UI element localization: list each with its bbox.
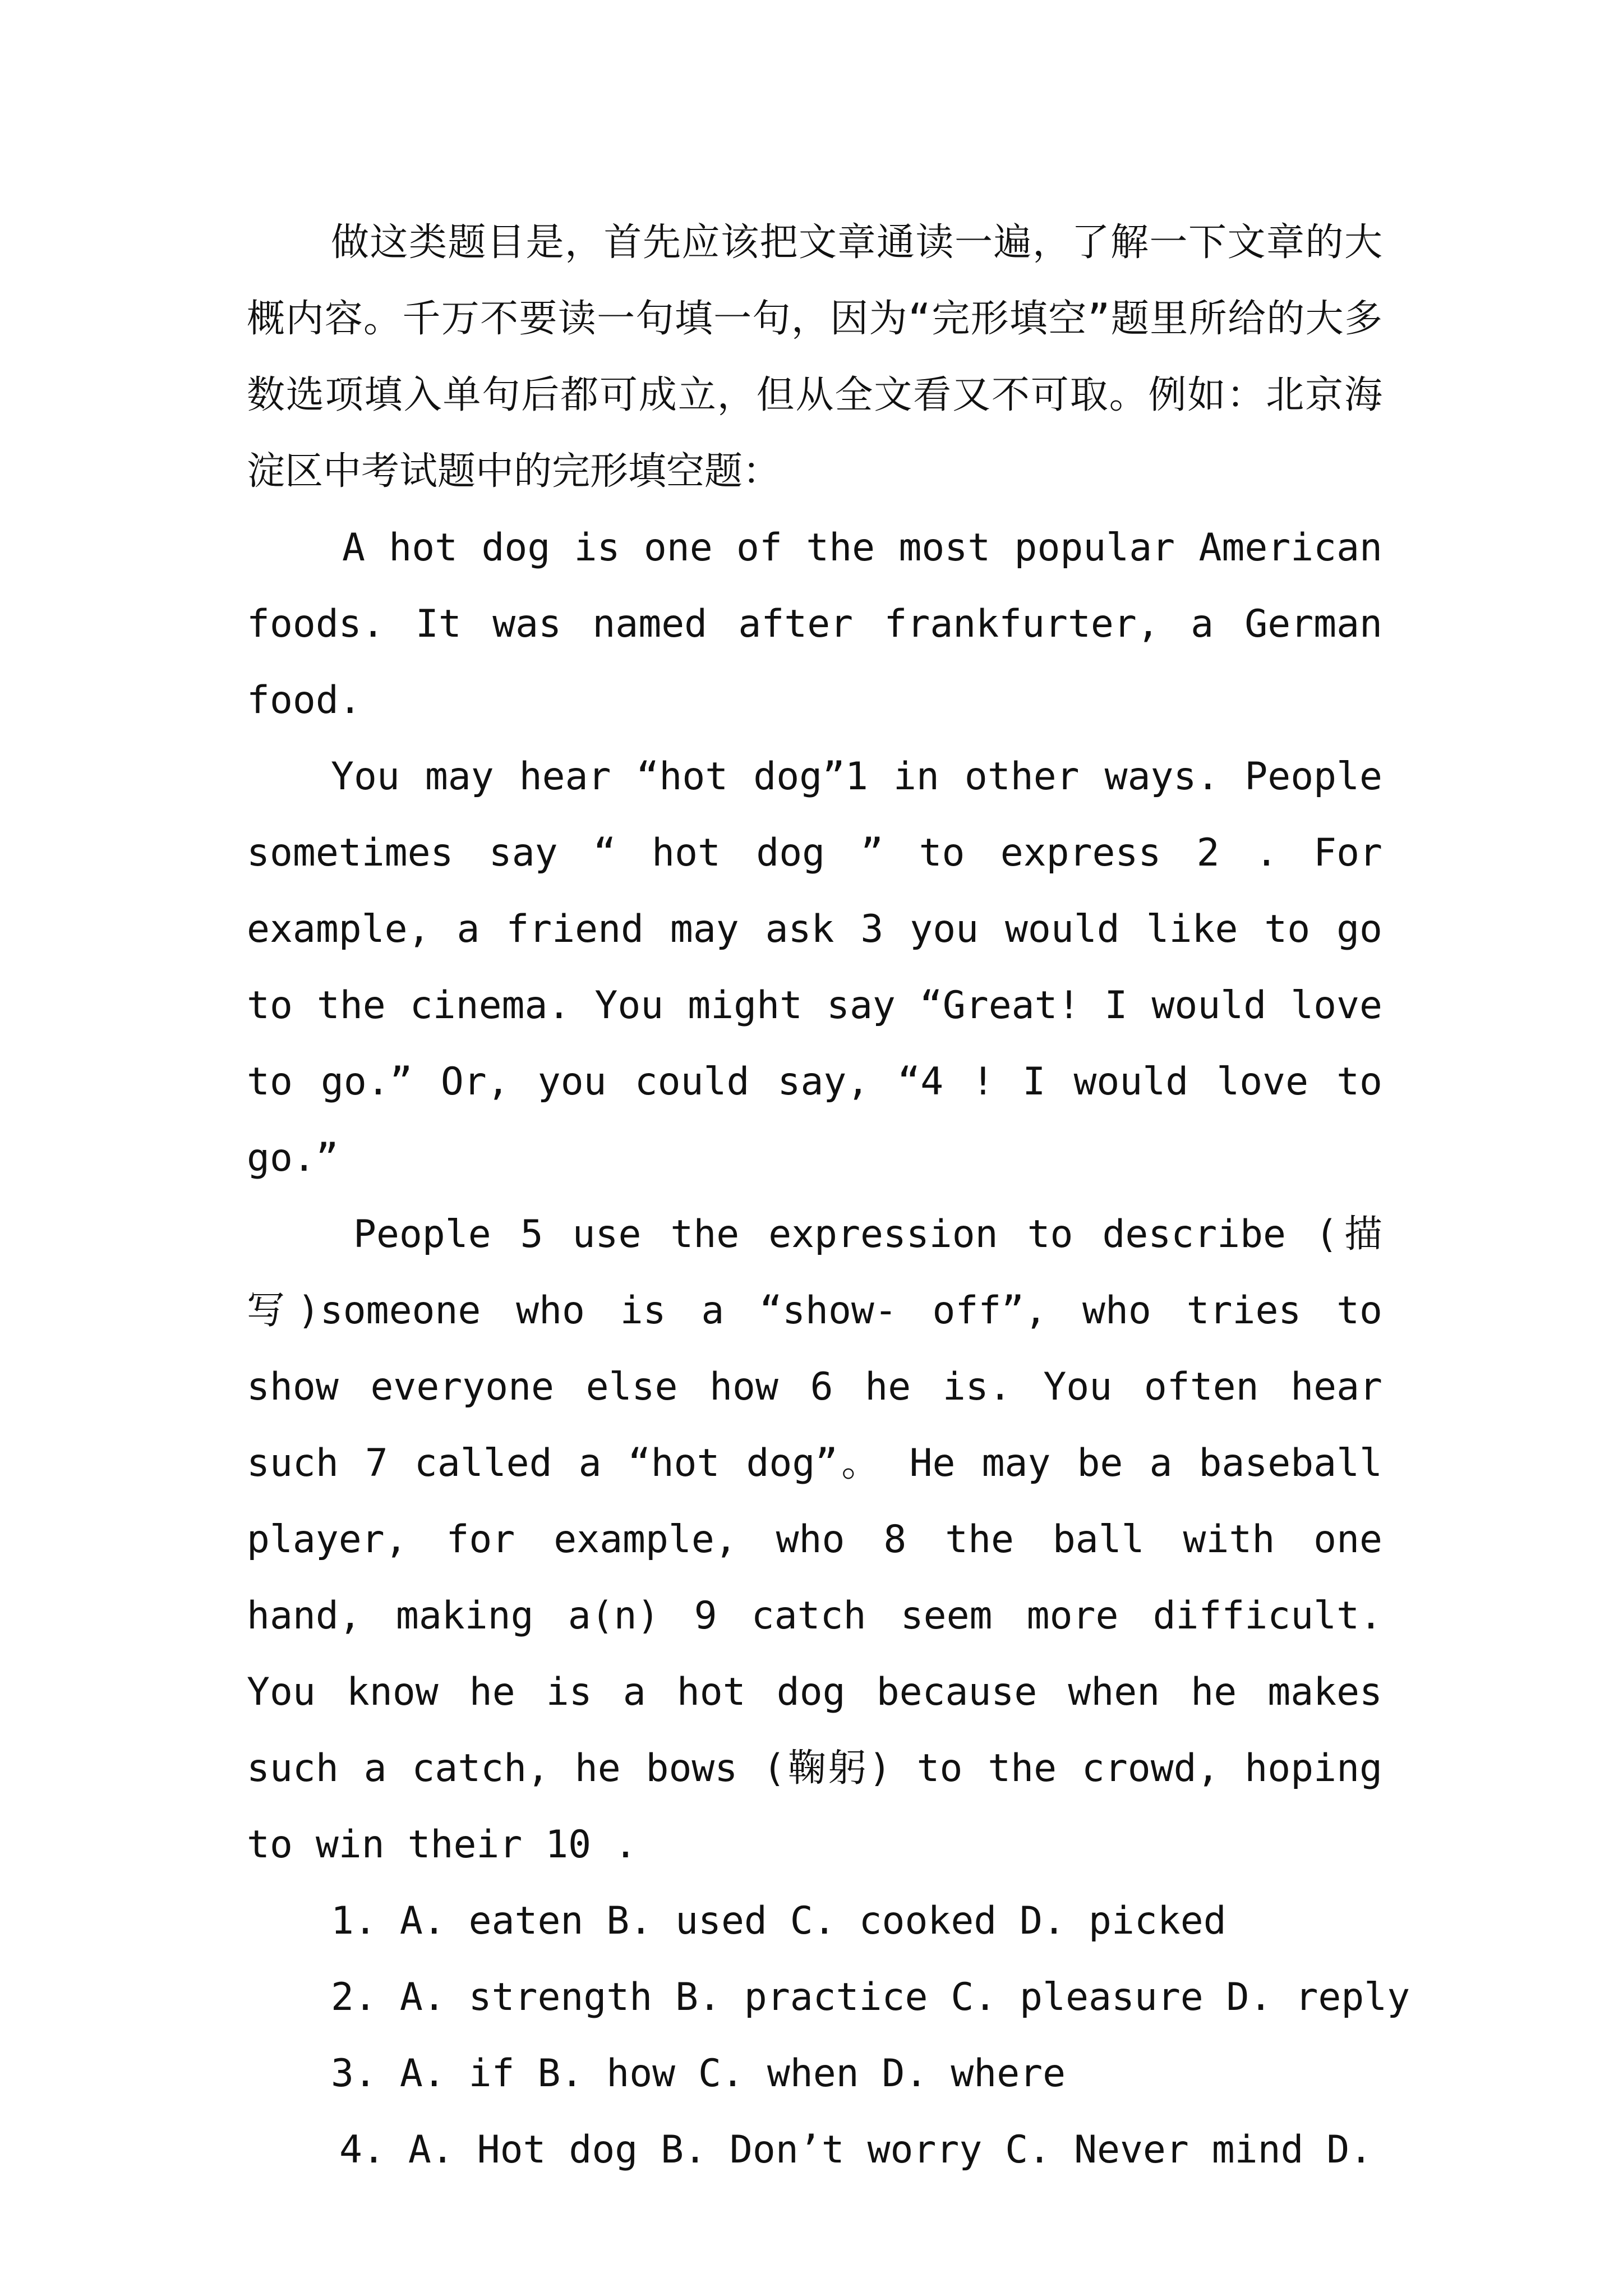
option-line-4: 4. A. Hot dog B. Don’t worry C. Never mind D. [339, 2128, 1373, 2172]
option-line-2: 2. A. strength B. practice C. pleasure D. reply [331, 1975, 1410, 2019]
option-line-3: 3. A. if B. how C. when D. where [331, 2051, 1066, 2096]
document-body [247, 205, 1410, 2188]
passage-paragraph-1: A hot dog is one of the most popular American foods. It was named after frankfurter, a German food. [247, 526, 1382, 723]
passage-paragraph-2: You may hear “hot dog”1 in other ways. People sometimes say “ hot dog ” to express 2 . For example, a friend may ask 3 you would like to go to the cinema. You might say “Great! I would love to go.” Or, you could say, “4 ! I would love to go.” [247, 754, 1382, 1180]
option-line-1: 1. A. eaten B. used C. cooked D. picked [331, 1899, 1227, 1943]
passage-paragraph-3: People 5 use the expression to describe (描写)someone who is a “show- off”, who tries to show everyone else how 6 he is. You often hear such 7 called a “hot dog”。 He may be a baseball player, for example, who 8 the ball with one hand, making a(n) 9 catch seem more difficult. You know he is a hot dog because when he makes such a catch, he bows (鞠躬) to the crowd, hoping to win their 10 . [247, 1212, 1382, 1867]
intro-paragraph: 做这类题目是，首先应该把文章通读一遍，了解一下文章的大概内容。千万不要读一句填一句，因为“完形填空”题里所给的大多数选项填入单句后都可成立，但从全文看又不可取。例如：北京海淀区中考试题中的完形填空题： [247, 220, 1382, 494]
